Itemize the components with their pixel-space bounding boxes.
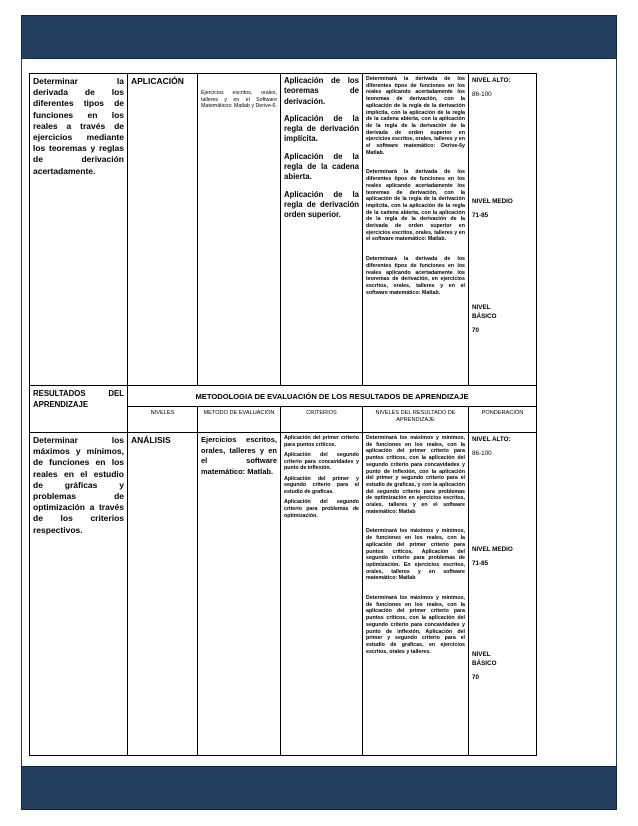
methodology-title-cell <box>128 386 537 407</box>
weighting-range: 70 <box>472 327 480 334</box>
objective-cell <box>30 433 128 756</box>
objective-cell <box>30 74 128 386</box>
weighting-level: NIVEL BÁSICO <box>472 651 497 667</box>
weighting-range: 71-85 <box>472 560 489 567</box>
level-text: ANÁLISIS <box>131 435 171 445</box>
page-border-left <box>21 59 22 766</box>
criteria-item: Aplicación del segundo criterio para problemas de optimización. <box>284 499 359 519</box>
result-item: Determinará los máximos y mínimos, de funciones en los reales, con la aplicación del primer criterio para puntos críticos, con la aplicación del segundo criterio para concavidades y punto de inflexión, Aplicación del primer y segundo criterio para el estudio de graficas, en ejercicios escritos, orales y talleres. <box>366 595 465 655</box>
weighting-cell <box>469 74 537 386</box>
table-row <box>30 433 537 756</box>
method-cell <box>198 433 281 756</box>
criteria-item: Aplicación de la regla de la cadena abierta. <box>284 151 359 182</box>
criteria-cell <box>281 433 363 756</box>
level-cell <box>128 433 198 756</box>
page-border-right <box>616 59 617 766</box>
result-item: Determinará los máximos y mínimos, de funciones en los reales, con la aplicación del primer criterio para puntos críticos, con la aplicación del segundo criterio para concavidades y punto de inflexión, con la aplicación del primer y segundo criterio para el estudio de graficas, y con la aplicación del segundo criterio para problemas de optimización en ejercicios escritos, orales, talleres y en el software matemático: Matlab <box>366 435 465 515</box>
table-row <box>30 74 537 386</box>
weighting-range: 86-100 <box>472 450 492 457</box>
method-text: Ejercicios escritos, orales, talleres y en el software matemático: Matlab. <box>201 435 277 476</box>
criteria-item: Aplicación del segundo criterio para concavidades y punto de inflexión. <box>284 452 359 472</box>
results-header: RESULTADOS DEL APRENDIZAJE <box>33 389 124 410</box>
header-band <box>21 15 617 59</box>
method-text: Ejercicios escritos, orales, talleres y en el Software Matemáticos: Matlab y Derive-6. <box>201 90 277 110</box>
result-item: Determinará la derivada de los diferentes tipos de funciones en los reales aplicando acertadamente los teoremas de derivación, con la aplicación de la regla de la derivación implícita, con la aplicación de la regla de la cadena abierta, con la aplicación de la regla de la derivación de la derivada de orden superior en ejercicios escritos, orales, talleres y en el software matemático: Matlab. <box>366 169 465 243</box>
level-cell <box>128 74 198 386</box>
table-header-row <box>30 386 537 407</box>
objective-text: Determinar la derivada de los diferentes tipos de funciones en los reales a través de ejercicios mediante los teoremas y reglas de derivación acertadamente. <box>33 76 124 176</box>
criteria-item: Aplicación del primer y segundo criterio para el estudio de graficas. <box>284 475 359 496</box>
criteria-item: Aplicación del primer criterio para puntos críticos. <box>284 435 359 448</box>
weighting-cell <box>469 433 537 756</box>
criteria-cell <box>281 74 363 386</box>
criteria-item: Aplicación de los teoremas de derivación. <box>284 76 359 106</box>
col-header-weighting: PONDERACIÓN <box>469 407 537 433</box>
col-header-method: METODO DE EVALUACIÓN <box>198 407 281 433</box>
criteria-item: Aplicación de la regla de derivación implícita. <box>284 113 359 144</box>
learning-result-cell <box>363 74 469 386</box>
col-header-levels: NIVELES <box>128 407 198 433</box>
objective-text: Determinar los máximos y mínimos, de funciones en los reales en el estudio de gráficas y problemas de optimización a través de los criterios respectivos. <box>33 435 124 535</box>
footer-band <box>21 766 617 810</box>
weighting-level: NIVEL MEDIO <box>472 546 513 553</box>
method-cell <box>198 74 281 386</box>
weighting-range: 71-85 <box>472 212 489 219</box>
weighting-level: NIVEL ALTO: <box>472 77 511 84</box>
result-item: Determinará la derivada de los diferentes tipos de funciones en los reales aplicando acertadamente los teoremas de derivación, en ejercicios escritos, orales, talleres y en el software matemático: Matlab. <box>366 256 465 296</box>
result-item: Determinará los máximos y mínimos, de funciones en los reales, con la aplicación del primer criterio para puntos críticos, Aplicación del segundo criterio para problemas de optimización. En ejercicios escritos, orales, talleres y en software matemático: Matlab <box>366 528 465 582</box>
weighting-range: 70 <box>472 674 480 681</box>
level-text: APLICACIÓN <box>131 76 184 86</box>
methodology-title: METODOLOGIA DE EVALUACIÓN DE LOS RESULTADOS DE APRENDIZAJE <box>195 392 469 401</box>
col-header-result-levels: NIVELES DEL RESULTADO DE APRENDIZAJE <box>363 407 469 433</box>
learning-result-cell <box>363 433 469 756</box>
weighting-level: NIVEL MEDIO <box>472 198 513 205</box>
weighting-range: 86-100 <box>472 91 492 98</box>
col-header-criteria: CRITERIOS <box>281 407 363 433</box>
weighting-level: NIVEL BÁSICO <box>472 304 497 320</box>
result-item: Determinará la derivada de los diferentes tipos de funciones en los reales aplicando acertadamente los teoremas de derivación, con la aplicación de la regla de la derivación implícita, con la aplicación de la regla de la cadena abierta, con la aplicación de la regla de la derivación de la derivada de orden superior en ejercicios escritos, orales, talleres y en el software matemático: Derive-6y Matlab. <box>366 76 465 156</box>
results-header-cell <box>30 386 128 433</box>
criteria-item: Aplicación de la regla de derivación orden superior. <box>284 189 359 220</box>
weighting-level: NIVEL ALTO: <box>472 436 511 443</box>
evaluation-table <box>29 73 537 756</box>
